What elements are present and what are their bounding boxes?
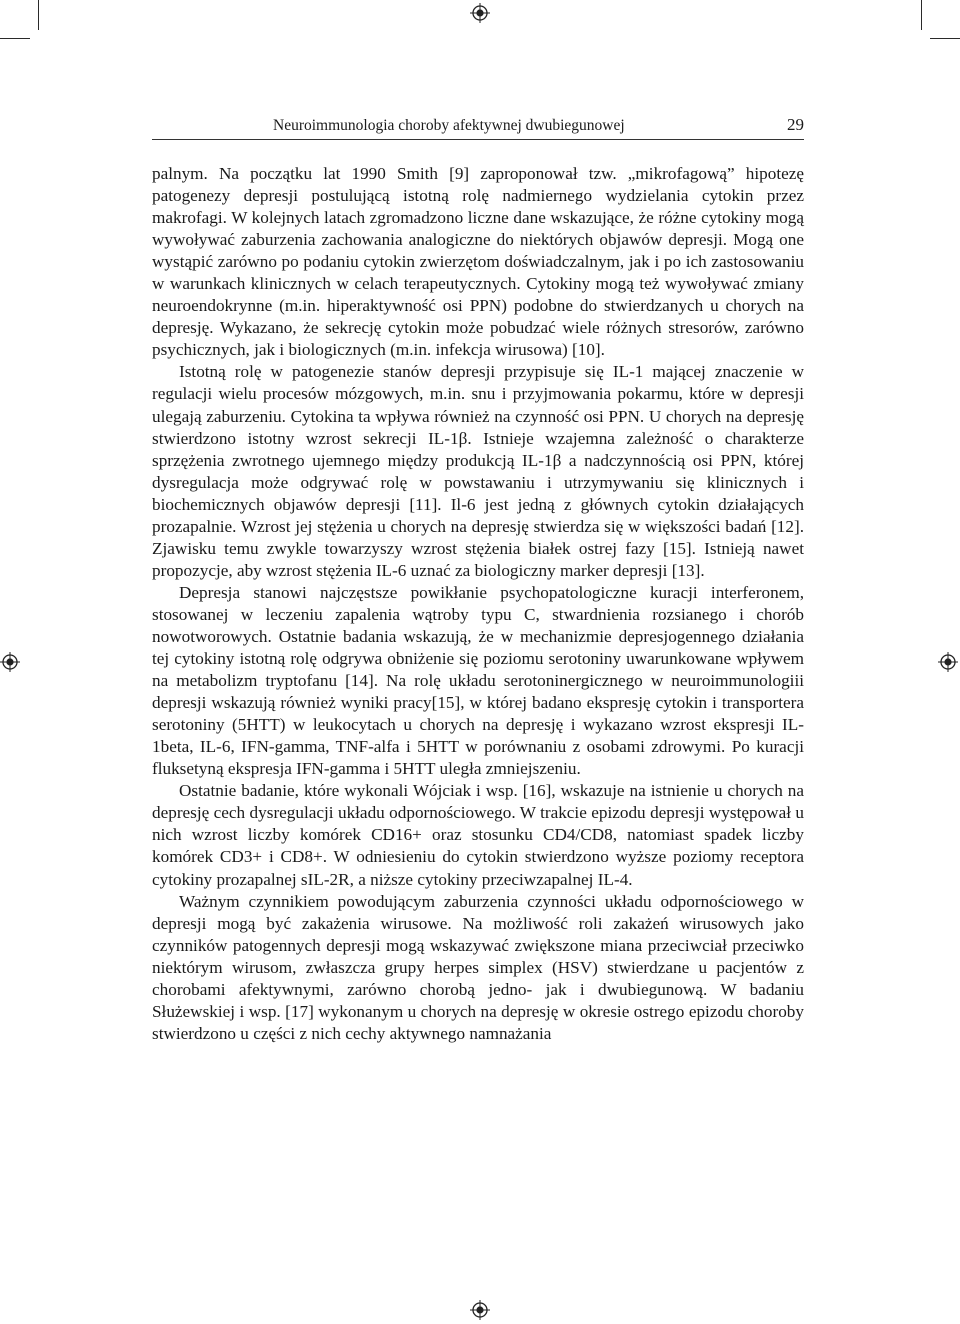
page-number: 29 [787, 115, 804, 134]
paragraph: Depresja stanowi najczęstsze powikłanie psychopatologiczne kuracji interferonem, stosowanej w leczeniu zapalenia wątroby typu C, stwardnienia rozsianego i chorób nowotworowych. Ostatnie badania wskazują, że w mechanizmie depresjogennego działania tej cytokiny istotną rolę odgrywa obniżenie się poziomu serotoniny uwarunkowane wpływem na metabolizm tryptofanu [14]. Na rolę układu serotoninergicznego w neuroimmunologiii depresji wskazują również wyniki pracy[15], w której badano ekspresję cytokin i transportera serotoniny (5HTT) w leukocytach u chorych na depresję i wykazano wzrost ekspresji IL-1beta, IL-6, IFN-gamma, TNF-alfa i 5HTT w porównaniu z osobami zdrowymi. Po kuracji fluksetyną ekspresja IFN-gamma i 5HTT uległa zmniejszeniu. [152, 582, 804, 779]
paragraph: Ważnym czynnikiem powodującym zaburzenia czynności układu odpornościowego w depresji mogą być zakażenia wirusowe. Na możliwość roli zakażeń wirusowych jako czynników patogennych depresji mogą wskazywać zwiększone miana przeciwciał przeciwko niektórym wirusom, zwłaszcza grupy herpes simplex (HSV) stwierdzane u pacjentów z chorobami afektywnymi, zarówno chorobą jedno- jak i dwubiegunową. W badaniu Służewskiej i wsp. [17] wykonanym u chorych na depresję w okresie ostrego epizodu choroby stwierdzono u części z nich cechy aktywnego namnażania [152, 891, 804, 1043]
crop-mark [930, 38, 960, 39]
registration-mark-icon [0, 652, 20, 672]
registration-mark-icon [938, 652, 958, 672]
page-header [152, 115, 804, 140]
registration-mark-icon [470, 3, 490, 23]
paragraph: palnym. Na początku lat 1990 Smith [9] zaproponował tzw. „mikrofagową” hipotezę patogenezy depresji postulującą istotną rolę nadmiernego wydzielania cytokin przez makrofagi. W kolejnych latach zgromadzono liczne dane wskazujące, że różne cytokiny mogą wywoływać zaburzenia zachowania analogiczne do niektórych objawów depresji. Mogą one wystąpić zarówno po podaniu cytokin zwierzętom doświadczalnym, jak i po ich zastosowaniu w warunkach klinicznych w celach terapeutycznych. Cytokiny mogą też wywoływać zmiany neuroendokrynne (m.in. hiperaktywność osi PPN) podobne do stwierdzanych u chorych na depresję. Wykazano, że sekrecję cytokin może pobudzać wiele różnych stresorów, zarówno psychicznych, jak i biologicznych (m.in. infekcja wirusowa) [10]. [152, 164, 804, 360]
crop-mark [0, 38, 30, 39]
paragraph: Istotną rolę w patogenezie stanów depresji przypisuje się IL-1 mającej znaczenie w regulacji wielu procesów mózgowych, m.in. snu i przyjmowania pokarmu, które w depresji ulegają zaburzeniu. Cytokina ta wpływa również na czynność osi PPN. U chorych na depresję stwierdzono istotny wzrost sekrecji IL-1β. Istnieje wzajemna zależność o charakterze sprzężenia zwrotnego ujemnego między produkcją IL-1β a nadczynnością osi PPN, której dysregulacja może odgrywać rolę w powstawaniu i utrzymywaniu się klinicznych i biochemicznych objawów depresji [11]. Il-6 jest jedną z głównych cytokin działających prozapalnie. Wzrost jej stężenia u chorych na depresję stwierdza się w większości badań [12]. Zjawisku temu zwykle towarzyszy wzrost stężenia białek ostrej fazy [15]. Istnieją nawet propozycje, aby wzrost stężenia IL-6 uznać za biologiczny marker depresji [13]. [152, 362, 804, 580]
running-title: Neuroimmunologia choroby afektywnej dwubiegunowej [273, 117, 625, 134]
body-text [152, 163, 804, 1045]
crop-mark [921, 0, 922, 30]
crop-mark [38, 0, 39, 30]
paragraph: Ostatnie badanie, które wykonali Wójciak i wsp. [16], wskazuje na istnienie u chorych na depresję cech dysregulacji układu odpornościowego. W trakcie epizodu depresji występował u nich wzrost liczby komórek CD16+ oraz stosunku CD4/CD8, natomiast spadek liczby komórek CD3+ i CD8+. W odniesieniu do cytokin stwierdzono wyższe poziomy receptora cytokiny prozapalnej sIL-2R, a niższe cytokiny przeciwzapalnej IL-4. [152, 781, 804, 889]
registration-mark-icon [470, 1300, 490, 1320]
